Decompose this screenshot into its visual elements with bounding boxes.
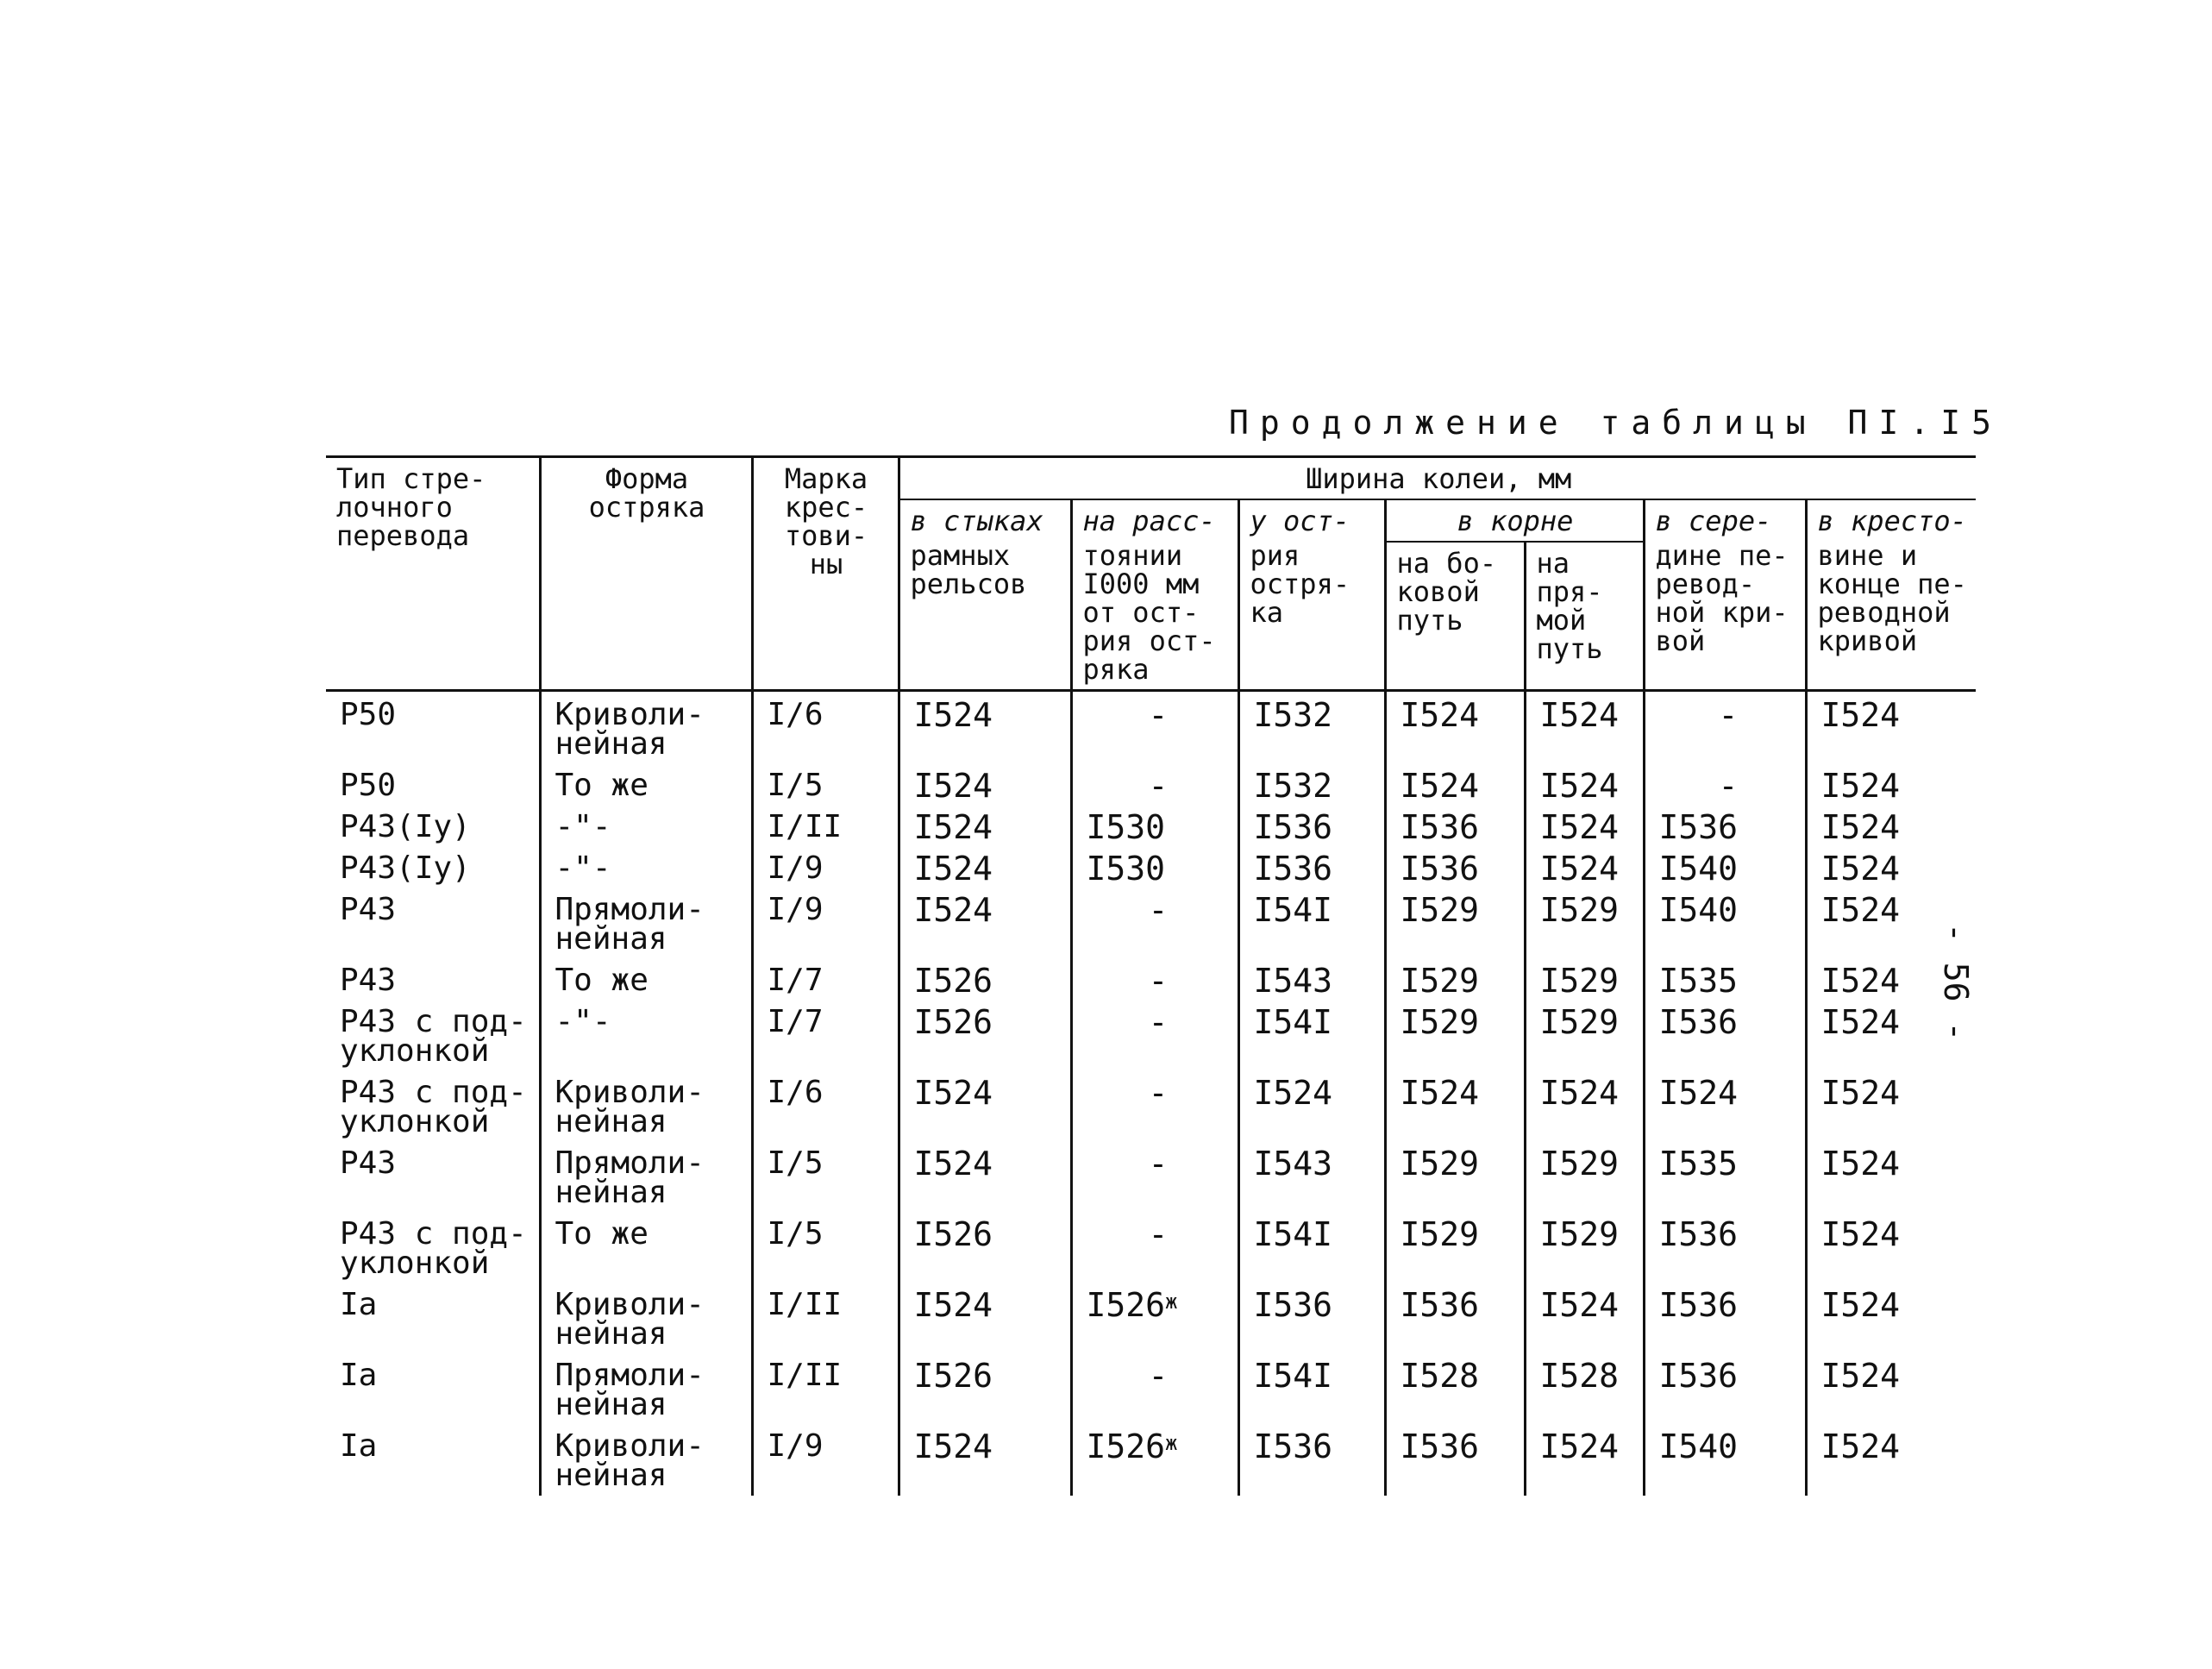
- cell-point: I54I: [1238, 1211, 1385, 1282]
- header-type: Тип стре- лочного перевода: [326, 457, 540, 691]
- cell-curve-end: I524: [1806, 1423, 1976, 1496]
- cell-root-side: I536: [1385, 1423, 1525, 1496]
- cell-joints: I524: [899, 1070, 1071, 1140]
- cell-point: I536: [1238, 845, 1385, 887]
- header-joints: рамных рельсов: [899, 542, 1071, 691]
- table-row: [326, 887, 1976, 957]
- cell-type: Р43(Iу): [340, 809, 471, 844]
- cell-joints: I524: [899, 887, 1071, 957]
- cell-type: Iа: [340, 1358, 378, 1393]
- cell-mark: I/II: [752, 804, 899, 845]
- cell-root-straight: I528: [1525, 1352, 1644, 1423]
- cell-curve-middle: I535: [1644, 957, 1806, 999]
- cell-form: Прямоли- нейная: [540, 887, 752, 957]
- cell-joints: I524: [899, 1282, 1071, 1352]
- cell-point: I524: [1238, 1070, 1385, 1140]
- cell-root-straight: I524: [1525, 804, 1644, 845]
- cell-distance: -: [1071, 887, 1238, 957]
- cell-root-side: I536: [1385, 804, 1525, 845]
- cell-form: То же: [540, 1211, 752, 1282]
- cell-joints: I526: [899, 1211, 1071, 1282]
- cell-form: Прямоли- нейная: [540, 1352, 752, 1423]
- cell-curve-end: I524: [1806, 887, 1976, 957]
- cell-distance: -: [1071, 957, 1238, 999]
- cell-type: Р43 с под- уклонкой: [340, 1216, 527, 1281]
- cell-joints: I524: [899, 762, 1071, 804]
- cell-point: I543: [1238, 1140, 1385, 1211]
- header-curve-end-italic: в кресто-: [1806, 499, 1976, 542]
- cell-root-side: I528: [1385, 1352, 1525, 1423]
- cell-root-side: I536: [1385, 1282, 1525, 1352]
- cell-mark: I/7: [752, 957, 899, 999]
- header-point-italic: у ост-: [1238, 499, 1385, 542]
- cell-distance: $I526^ж$: [1071, 1423, 1238, 1496]
- cell-mark: I/5: [752, 1140, 899, 1211]
- header-distance-italic: на расс-: [1071, 499, 1238, 542]
- table-row: [326, 1282, 1976, 1352]
- header-mark: Марка крес- тови- ны: [752, 457, 899, 691]
- cell-curve-middle: I536: [1644, 1282, 1806, 1352]
- header-curve-middle-italic: в сере-: [1644, 499, 1806, 542]
- table-row: [326, 691, 1976, 763]
- cell-mark: I/6: [752, 1070, 899, 1140]
- cell-distance: -: [1071, 999, 1238, 1070]
- cell-curve-middle: I524: [1644, 1070, 1806, 1140]
- cell-curve-middle: I536: [1644, 804, 1806, 845]
- cell-point: I54I: [1238, 999, 1385, 1070]
- cell-form: Криволи- нейная: [540, 1070, 752, 1140]
- switch-gauge-table: [326, 455, 1976, 1496]
- cell-mark: I/7: [752, 999, 899, 1070]
- cell-type: Р43: [340, 892, 397, 927]
- cell-form: То же: [540, 957, 752, 999]
- table-row: [326, 957, 1976, 999]
- cell-curve-middle: -: [1644, 762, 1806, 804]
- cell-point: I532: [1238, 691, 1385, 763]
- cell-mark: I/9: [752, 887, 899, 957]
- cell-distance: -: [1071, 1070, 1238, 1140]
- cell-joints: I526: [899, 957, 1071, 999]
- header-curve-middle: дине пе- ревод- ной кри- вой: [1644, 542, 1806, 691]
- cell-curve-middle: I540: [1644, 887, 1806, 957]
- cell-root-side: I529: [1385, 999, 1525, 1070]
- cell-joints: I524: [899, 1140, 1071, 1211]
- cell-form: Криволи- нейная: [540, 691, 752, 763]
- table-row: [326, 1352, 1976, 1423]
- cell-type: Iа: [340, 1287, 378, 1322]
- cell-point: I536: [1238, 1282, 1385, 1352]
- cell-point: I54I: [1238, 887, 1385, 957]
- cell-root-straight: I524: [1525, 762, 1644, 804]
- cell-curve-middle: I536: [1644, 1211, 1806, 1282]
- cell-form: -"-: [540, 999, 752, 1070]
- cell-curve-end: I524: [1806, 1282, 1976, 1352]
- cell-mark: I/II: [752, 1282, 899, 1352]
- cell-curve-middle: I536: [1644, 1352, 1806, 1423]
- cell-root-side: I524: [1385, 1070, 1525, 1140]
- cell-mark: I/6: [752, 691, 899, 763]
- cell-root-side: I524: [1385, 691, 1525, 763]
- table-row: [326, 1423, 1976, 1496]
- table-row: [326, 999, 1976, 1070]
- cell-root-straight: I524: [1525, 1282, 1644, 1352]
- cell-curve-middle: -: [1644, 691, 1806, 763]
- cell-curve-end: I524: [1806, 691, 1976, 763]
- cell-form: Прямоли- нейная: [540, 1140, 752, 1211]
- cell-form: -"-: [540, 804, 752, 845]
- cell-curve-end: I524: [1806, 1140, 1976, 1211]
- cell-form: Криволи- нейная: [540, 1423, 752, 1496]
- cell-mark: I/5: [752, 762, 899, 804]
- cell-root-straight: I524: [1525, 691, 1644, 763]
- header-curve-end: вине и конце пе- реводной кривой: [1806, 542, 1976, 691]
- cell-joints: I526: [899, 999, 1071, 1070]
- cell-distance: I530: [1071, 804, 1238, 845]
- cell-type: Р50: [340, 768, 397, 803]
- cell-point: I543: [1238, 957, 1385, 999]
- cell-curve-end: I524: [1806, 1070, 1976, 1140]
- cell-type: Р43 с под- уклонкой: [340, 1004, 527, 1069]
- cell-point: I536: [1238, 804, 1385, 845]
- table-body: [326, 691, 1976, 1496]
- cell-curve-middle: I535: [1644, 1140, 1806, 1211]
- cell-mark: I/9: [752, 845, 899, 887]
- cell-form: Криволи- нейная: [540, 1282, 752, 1352]
- cell-root-straight: I529: [1525, 1140, 1644, 1211]
- cell-distance: -: [1071, 1352, 1238, 1423]
- header-distance: тоянии I000 мм от ост- рия ост- ряка: [1071, 542, 1238, 691]
- page-number: - 56 -: [1937, 923, 1975, 1042]
- cell-root-side: I524: [1385, 762, 1525, 804]
- footnote-mark: ж: [1165, 1431, 1178, 1455]
- cell-root-straight: I524: [1525, 845, 1644, 887]
- cell-root-straight: I529: [1525, 1211, 1644, 1282]
- cell-distance: -: [1071, 1211, 1238, 1282]
- cell-curve-end: I524: [1806, 804, 1976, 845]
- cell-curve-middle: I536: [1644, 999, 1806, 1070]
- cell-root-side: I529: [1385, 1211, 1525, 1282]
- cell-root-straight: I529: [1525, 999, 1644, 1070]
- cell-joints: I524: [899, 1423, 1071, 1496]
- cell-distance: -: [1071, 762, 1238, 804]
- cell-curve-middle: I540: [1644, 845, 1806, 887]
- cell-distance: -: [1071, 1140, 1238, 1211]
- cell-type: Р43 с под- уклонкой: [340, 1075, 527, 1139]
- header-root: в корне: [1385, 499, 1644, 542]
- cell-curve-middle: I540: [1644, 1423, 1806, 1496]
- cell-curve-end: I524: [1806, 999, 1976, 1070]
- cell-form: -"-: [540, 845, 752, 887]
- header-gauge-width: Ширина колеи, мм: [899, 457, 1976, 500]
- cell-joints: I524: [899, 691, 1071, 763]
- cell-mark: I/II: [752, 1352, 899, 1423]
- cell-joints: I524: [899, 804, 1071, 845]
- cell-type: Р43: [340, 1145, 397, 1181]
- table-row: [326, 1140, 1976, 1211]
- cell-type: Р43: [340, 963, 397, 998]
- header-point: рия остря- ка: [1238, 542, 1385, 691]
- cell-root-side: I536: [1385, 845, 1525, 887]
- cell-distance: I530: [1071, 845, 1238, 887]
- cell-curve-end: I524: [1806, 957, 1976, 999]
- header-root-straight: на пря- мой путь: [1525, 542, 1644, 691]
- header-root-side: на бо- ковой путь: [1385, 542, 1525, 691]
- cell-distance: -: [1071, 691, 1238, 763]
- cell-type: Р50: [340, 697, 397, 732]
- cell-root-straight: I524: [1525, 1423, 1644, 1496]
- cell-curve-end: I524: [1806, 845, 1976, 887]
- cell-distance: $I526^ж$: [1071, 1282, 1238, 1352]
- cell-curve-end: I524: [1806, 1211, 1976, 1282]
- table-row: [326, 1070, 1976, 1140]
- cell-point: I54I: [1238, 1352, 1385, 1423]
- cell-joints: I524: [899, 845, 1071, 887]
- cell-root-straight: I524: [1525, 1070, 1644, 1140]
- cell-root-side: I529: [1385, 1140, 1525, 1211]
- cell-point: I532: [1238, 762, 1385, 804]
- cell-mark: I/9: [752, 1423, 899, 1496]
- table-row: [326, 804, 1976, 845]
- header-form: Форма остряка: [540, 457, 752, 691]
- header-joints-italic: в стыках: [899, 499, 1071, 542]
- cell-root-side: I529: [1385, 887, 1525, 957]
- table-row: [326, 1211, 1976, 1282]
- cell-form: То же: [540, 762, 752, 804]
- cell-root-side: I529: [1385, 957, 1525, 999]
- table-caption: Продолжение таблицы ПI.I5: [1229, 404, 2002, 442]
- cell-curve-end: I524: [1806, 762, 1976, 804]
- footnote-mark: ж: [1165, 1289, 1178, 1314]
- cell-point: I536: [1238, 1423, 1385, 1496]
- cell-root-straight: I529: [1525, 887, 1644, 957]
- cell-curve-end: I524: [1806, 1352, 1976, 1423]
- cell-type: Р43(Iу): [340, 850, 471, 886]
- table-row: [326, 762, 1976, 804]
- cell-root-straight: I529: [1525, 957, 1644, 999]
- cell-mark: I/5: [752, 1211, 899, 1282]
- cell-joints: I526: [899, 1352, 1071, 1423]
- cell-type: Iа: [340, 1428, 378, 1464]
- table-row: [326, 845, 1976, 887]
